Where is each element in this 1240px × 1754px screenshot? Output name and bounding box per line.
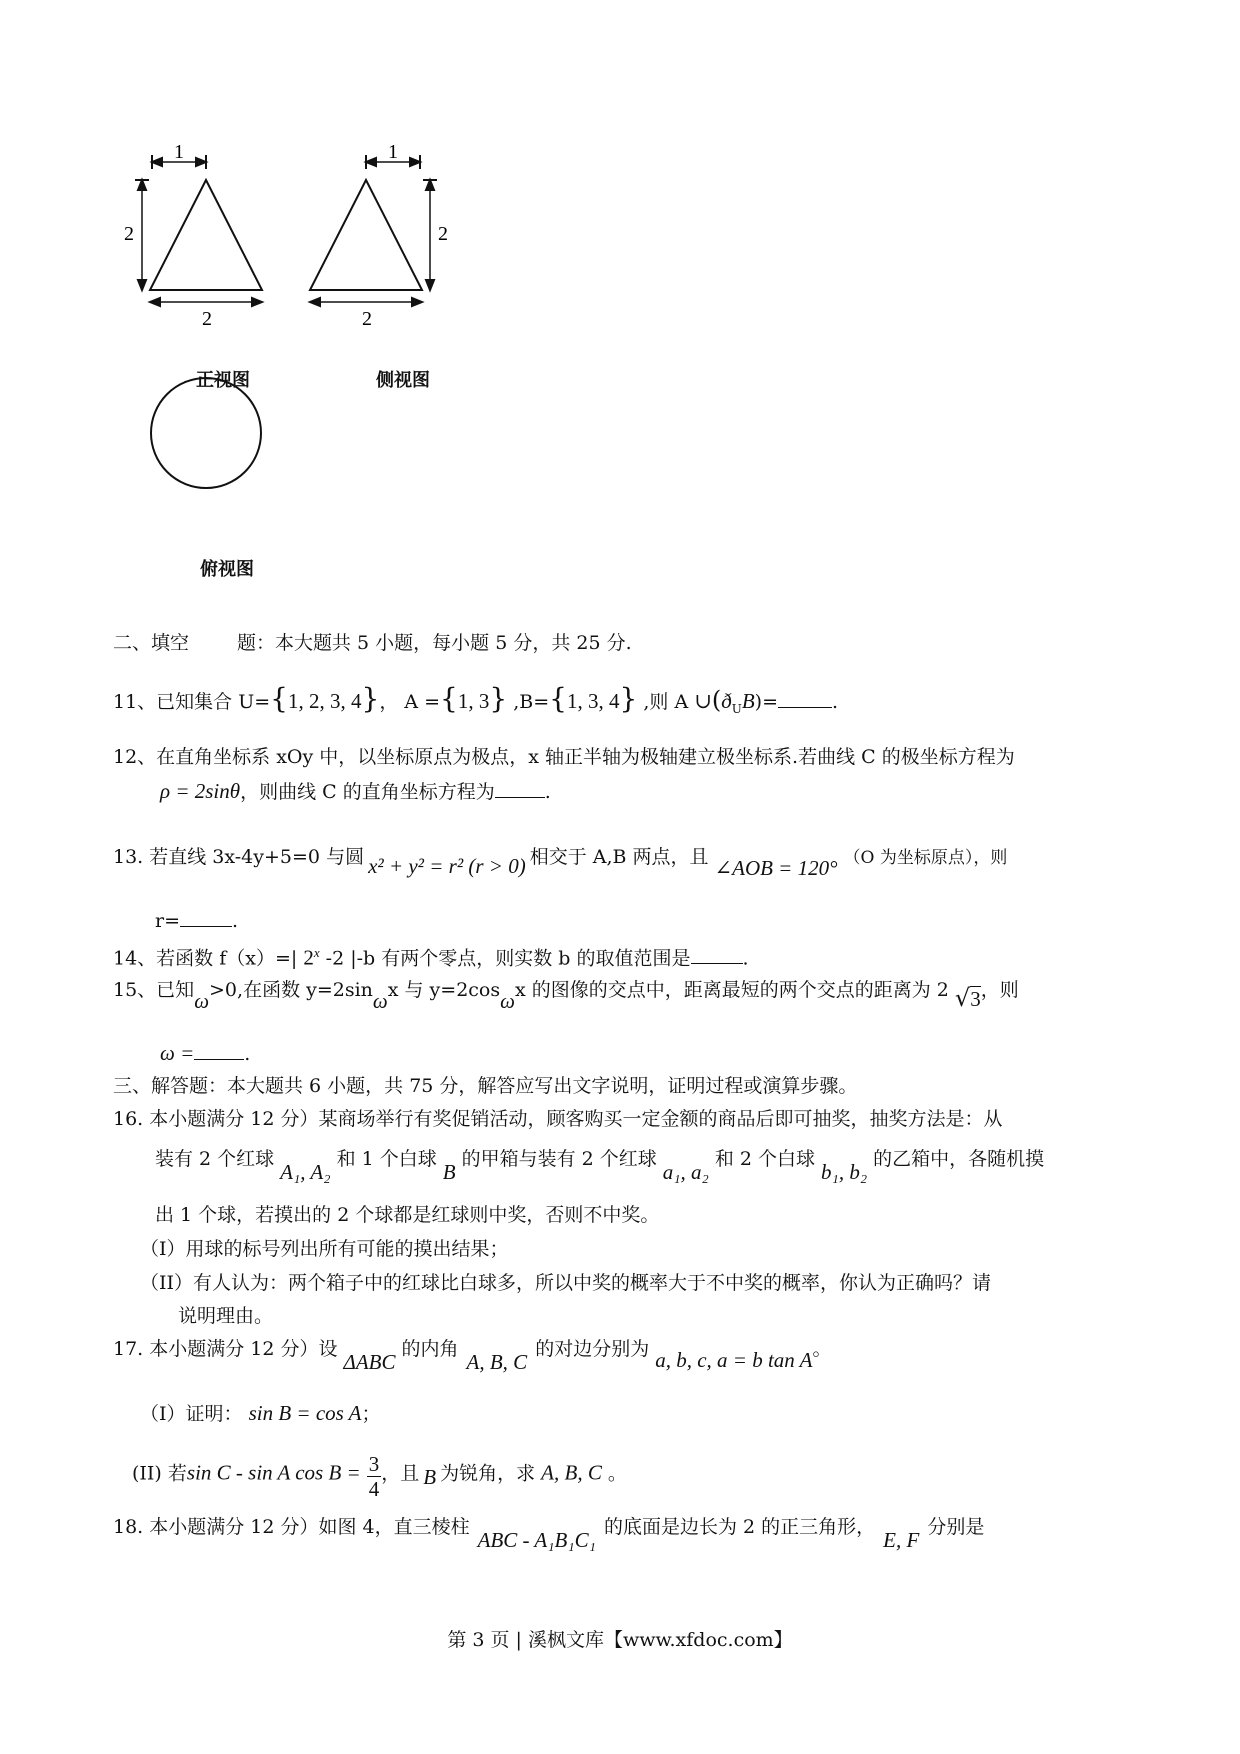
q15-answer-label: ω = <box>160 1041 195 1065</box>
q15-sqrt-value: 3 <box>970 987 981 1011</box>
three-view-figure <box>124 141 490 585</box>
question-13 <box>113 843 1008 880</box>
q15-pre: 15、已知 <box>113 979 195 1001</box>
question-11: 11、已知集合 U={1, 2, 3, 4}， A ={1, 3} ,B={1, 3, 4} ,则 A $\cup(ð_UB)=$ . <box>113 682 839 716</box>
q16-red-balls-a: A₁, A₂ <box>280 1160 331 1184</box>
q11-complement-sub: U <box>731 701 742 716</box>
side-top-dim: 1 <box>388 141 398 163</box>
q16-red-balls-lower: a₁, a₂ <box>662 1160 709 1184</box>
question-17-part2 <box>132 1450 627 1499</box>
q15-part-a: >0,在函数 y=2sin <box>209 979 373 1001</box>
q17-p1-eq: sin B = cos A <box>248 1401 362 1425</box>
q17-p2-b-text: 为锐角，求 <box>440 1462 536 1485</box>
q13-circle-eq: x² + y² = r² (r > 0) <box>368 854 526 878</box>
q11-set-var: B <box>741 689 755 713</box>
question-18 <box>113 1513 985 1552</box>
section2-title: 二、填空 <box>113 632 190 654</box>
q11-prefix: 11、已知集合 U= <box>113 691 271 713</box>
q17-p2-mid: ，且 <box>381 1462 420 1485</box>
section3-heading: 三、解答题：本大题共 6 小题，共 75 分，解答应写出文字说明，证明过程或演算步骤。 <box>113 1075 858 1097</box>
q18-points-ef: E, F <box>883 1528 920 1552</box>
question-14: 14、若函数 f（x）=| 2$^x$ -2 |-b 有两个零点，则实数 b 的取值范围是 . <box>113 945 749 970</box>
q15-part-d: ，则 <box>980 979 1019 1001</box>
front-base-dim: 2 <box>202 308 212 330</box>
q11-end: )= <box>754 691 778 713</box>
q17-numerator: 3 <box>368 1452 380 1476</box>
q18-pre: 18. 本小题满分 12 分）如图 4，直三棱柱 <box>113 1516 470 1538</box>
q17-fraction <box>367 1452 382 1501</box>
q18-prism: ABC - A₁B₁C₁ <box>477 1528 596 1552</box>
page-footer: 第 3 页 | 溪枫文库【www.xfdoc.com】 <box>447 1629 793 1651</box>
question-12-line1: 12、在直角坐标系 xOy 中，以坐标原点为极点，x 轴正半轴为极轴建立极坐标系.若曲线 C 的极坐标方程为 <box>113 746 1015 768</box>
q15-omega-2: ω <box>372 989 388 1013</box>
q17-p2-angles: A, B, C <box>541 1460 602 1485</box>
q13-r-label: r= <box>155 910 181 932</box>
q17-p2-label: (II) 若 <box>132 1462 187 1485</box>
question-13-answer: r= . <box>155 910 239 932</box>
q16-l2d: 和 2 个白球 <box>714 1148 816 1170</box>
q17-mid2: 的对边分别为 <box>535 1338 650 1360</box>
q11-union: ∪ <box>694 689 712 713</box>
question-15 <box>113 975 1019 1013</box>
front-side-dim: 2 <box>124 223 134 245</box>
q14-answer-blank[interactable] <box>691 945 743 964</box>
question-15-answer: ω = . <box>160 1041 251 1065</box>
q11-answer-blank[interactable] <box>778 689 832 708</box>
q18-mid: 的底面是边长为 2 的正三角形， <box>603 1516 876 1538</box>
top-view-caption: 俯视图 <box>200 559 254 580</box>
q17-p1-label: （I）证明： <box>140 1403 243 1425</box>
question-16-part1: （I）用球的标号列出所有可能的摸出结果； <box>140 1238 509 1260</box>
q14-post: -2 |-b 有两个零点，则实数 b 的取值范围是 <box>325 947 691 970</box>
q17-sides: a, b, c, a = b tan A <box>655 1348 813 1372</box>
question-12-line2: ρ = 2sinθ，则曲线 C 的直角坐标方程为 . <box>160 779 551 803</box>
question-16-line3: 出 1 个球，若摸出的 2 个球都是红球则中奖，否则不中奖。 <box>155 1204 660 1226</box>
q11-set-b: 1, 3, 4 <box>567 689 620 713</box>
question-17-part1 <box>140 1400 381 1427</box>
q11-set-u: 1, 2, 3, 4 <box>287 689 362 713</box>
question-16-part2: （II）有人认为：两个箱子中的红球比白球多，所以中奖的概率大于不中奖的概率，你认为正确吗？请 <box>140 1272 992 1294</box>
section2-heading <box>113 630 632 656</box>
front-top-dim: 1 <box>174 141 184 163</box>
q11-set-a: 1, 3 <box>457 689 490 713</box>
q16-l2e: 的乙箱中，各随机摸 <box>873 1148 1045 1170</box>
q17-pre: 17. 本小题满分 12 分）设 <box>113 1338 338 1360</box>
q16-l2b: 和 1 个白球 <box>336 1148 437 1170</box>
q12-equation: ρ = 2sinθ <box>160 779 241 803</box>
q17-p2-eq: sin C - sin A cos B = <box>186 1460 361 1485</box>
q17-mid: 的内角 <box>401 1338 459 1360</box>
front-view-caption: 正视图 <box>196 370 250 391</box>
q16-white-balls-lower: b₁, b₂ <box>821 1160 868 1184</box>
question-17 <box>113 1335 832 1374</box>
q14-pre: 14、若函数 f（x）=| <box>113 947 298 970</box>
q15-omega-3: ω <box>500 989 515 1013</box>
side-view-caption: 侧视图 <box>376 370 430 391</box>
q13-angle: ∠AOB = 120° <box>714 856 838 880</box>
side-base-dim: 2 <box>362 308 372 330</box>
q17-denominator: 4 <box>368 1477 380 1501</box>
question-16-line2 <box>155 1145 1045 1184</box>
top-view-circle <box>151 378 261 488</box>
q14-base: 2 <box>303 945 314 970</box>
question-16-line1: 16. 本小题满分 12 分）某商场举行有奖促销活动，顾客购买一定金额的商品后即可抽奖，抽奖方法是：从 <box>113 1108 1003 1130</box>
section2-rest: 题：本大题共 5 小题，每小题 5 分，共 25 分. <box>237 632 632 654</box>
q15-part-b: x 与 y=2cos <box>387 979 501 1001</box>
q16-l2c: 的甲箱与装有 2 个红球 <box>461 1148 657 1170</box>
q17-p1-end: ； <box>361 1403 381 1425</box>
q11-complement: ð <box>721 689 732 713</box>
q15-sqrt: √3 <box>954 984 981 1012</box>
q11-sep-a: ， A = <box>379 691 441 713</box>
q13-answer-blank[interactable] <box>180 908 232 927</box>
q15-omega-1: ω <box>194 989 210 1013</box>
q16-white-ball-b: B <box>442 1160 456 1184</box>
q17-p2-b: B <box>423 1464 437 1489</box>
side-view <box>310 155 437 306</box>
q17-end: 。 <box>812 1338 832 1360</box>
q17-triangle: ΔABC <box>343 1350 396 1374</box>
q12-line2-text: ，则曲线 C 的直角坐标方程为 <box>240 781 495 803</box>
q13-tail: （O 为坐标原点），则 <box>843 848 1008 868</box>
question-16-part2b: 说明理由。 <box>178 1305 274 1327</box>
front-view <box>135 155 262 306</box>
q13-text: 13. 若直线 3x-4y+5=0 与圆 <box>113 846 365 868</box>
q15-part-c: x 的图像的交点中，距离最短的两个交点的距离为 2 <box>514 979 949 1001</box>
q18-end: 分别是 <box>927 1516 985 1538</box>
q14-exponent: x <box>313 945 320 960</box>
q17-angles: A, B, C <box>466 1350 528 1374</box>
q13-mid: 相交于 A,B 两点，且 <box>529 846 709 868</box>
q17-p2-end: 。 <box>607 1462 627 1485</box>
q12-answer-blank[interactable] <box>495 779 545 798</box>
side-side-dim: 2 <box>438 223 448 245</box>
q11-then: ,则 A <box>637 691 689 713</box>
q15-answer-blank[interactable] <box>194 1041 244 1060</box>
q11-sep-b: ,B= <box>507 691 550 713</box>
q16-l2a: 装有 2 个红球 <box>155 1148 275 1170</box>
